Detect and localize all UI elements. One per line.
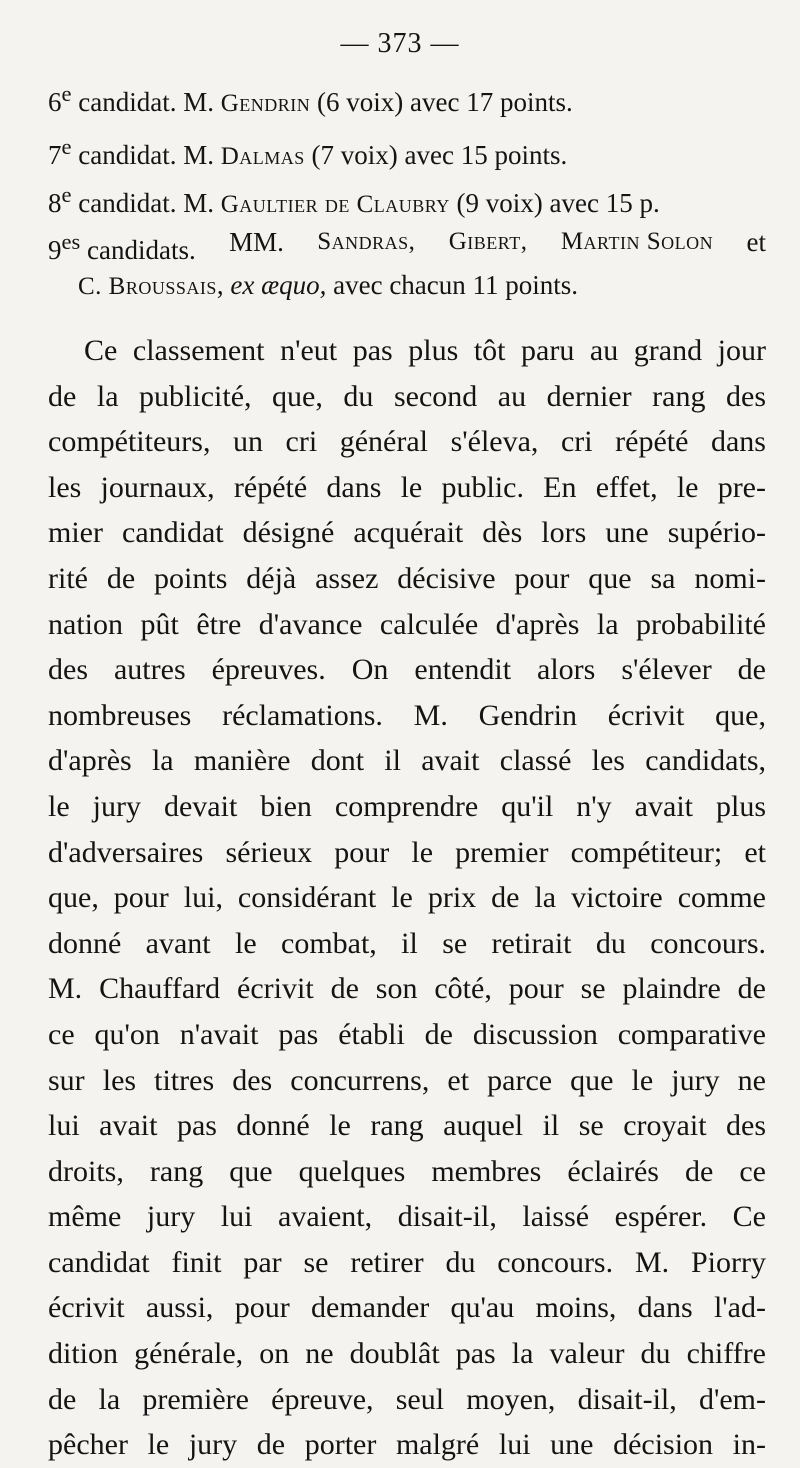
text-line: rité de points déjà assez décisive pour que sa nomi-: [48, 561, 766, 595]
text-line: droits, rang que quelques membres éclairés de ce: [48, 1154, 766, 1188]
rank-number: 8: [48, 188, 62, 218]
candidate-score: (6 voix) avec 17 points.: [310, 87, 573, 117]
rank-superscript: es: [61, 229, 81, 254]
text-line: Ce classement n'eut pas plus tôt paru au grand jour: [84, 334, 766, 367]
body-paragraph: [48, 328, 766, 1468]
text-line: lui avait pas donné le rang auquel il se croyait des: [48, 1109, 766, 1143]
candidate-name-solon: Martin Solon: [560, 228, 714, 255]
text-line: M. Chauffard écrivit de son côté, pour se plaindre de: [48, 972, 766, 1006]
candidate-score: (9 voix) avec 15 p.: [449, 188, 660, 218]
rank-group: [48, 224, 196, 268]
candidate-name-gibert: Gibert,: [448, 228, 528, 255]
candidates-word: candidats.: [87, 235, 196, 265]
candidate-name-broussais: C. Broussais: [78, 273, 217, 300]
candidate-line-6: [48, 76, 766, 122]
text-line: donné avant le combat, il se retirait du concours.: [48, 926, 766, 960]
text-line: mier candidat désigné acquérait dès lors une supério-: [48, 516, 766, 550]
candidate-line-7: [48, 129, 766, 175]
candidate-score: avec chacun 11 points.: [326, 270, 579, 300]
candidate-name: Gaultier de Claubry: [220, 191, 450, 218]
separator: ,: [216, 270, 231, 300]
candidate-prefix: candidat. M.: [78, 140, 221, 170]
text-line: candidat finit par se retirer du concours. M. Piorry: [48, 1245, 766, 1279]
rank-number: 6: [48, 87, 62, 117]
text-line: ce qu'on n'avait pas établi de discussion comparative: [48, 1017, 766, 1051]
text-line: écrivit aussi, pour demander qu'au moins, dans l'ad-: [48, 1291, 766, 1325]
rank-number: 7: [48, 140, 62, 170]
rank-superscript: e: [61, 182, 72, 207]
rank-number: 9: [48, 235, 62, 265]
text-line: de la première épreuve, seul moyen, disait-il, d'em-: [48, 1382, 766, 1416]
text-line: des autres épreuves. On entendit alors s'élever de: [48, 653, 766, 687]
text-line: sur les titres des concurrens, et parce que le jury ne: [48, 1063, 766, 1097]
text-line: d'adversaires sérieux pour le premier compétiteur; et: [48, 835, 766, 869]
candidate-line-9-continued: [78, 267, 766, 305]
conjunction-word: et: [746, 227, 766, 257]
candidate-line-9: [48, 224, 766, 268]
candidate-prefix: candidat. M.: [78, 87, 221, 117]
ex-aequo-italic: ex æquo,: [230, 270, 327, 300]
text-line: le jury devait bien comprendre qu'il n'y avait plus: [48, 789, 766, 823]
text-line: les journaux, répété dans le public. En effet, le pre-: [48, 470, 766, 504]
text-line: de la publicité, que, du second au dernier rang des: [48, 379, 766, 413]
page-number: — 373 —: [340, 28, 460, 59]
text-line: pêcher le jury de porter malgré lui une décision in-: [48, 1428, 766, 1462]
text-line: que, pour lui, considérant le prix de la victoire comme: [48, 881, 766, 915]
candidate-line-8: [48, 177, 766, 223]
text-line: nombreuses réclamations. M. Gendrin écrivit que,: [48, 698, 766, 732]
candidate-score: (7 voix) avec 15 points.: [304, 140, 568, 170]
rank-superscript: e: [61, 134, 72, 159]
candidate-name-sandras: Sandras,: [317, 228, 416, 255]
text-line: compétiteurs, un cri général s'éleva, cri répété dans: [48, 425, 766, 459]
text-line: d'après la manière dont il avait classé les candidats,: [48, 744, 766, 778]
rank-superscript: e: [61, 81, 72, 106]
candidate-name: Gendrin: [220, 90, 311, 117]
text-line: dition générale, on ne doublât pas la valeur du chiffre: [48, 1337, 766, 1371]
candidate-prefix: candidat. M.: [78, 188, 221, 218]
text-line: nation pût être d'avance calculée d'après la probabilité: [48, 607, 766, 641]
mm-word: MM.: [229, 227, 284, 257]
text-line: même jury lui avaient, disait-il, laissé espérer. Ce: [48, 1200, 766, 1234]
candidate-name: Dalmas: [220, 143, 305, 170]
